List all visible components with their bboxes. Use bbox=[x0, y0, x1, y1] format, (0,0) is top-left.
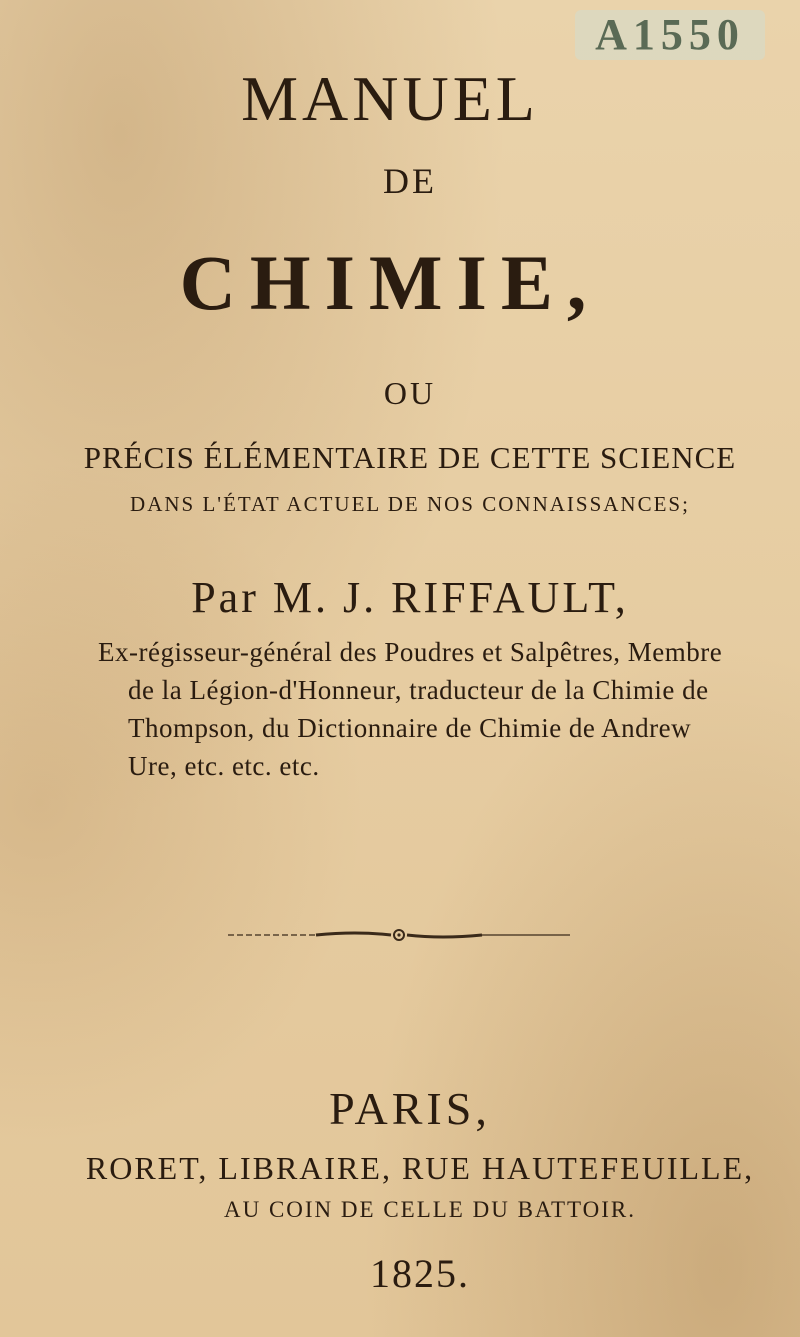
publisher: RORET, LIBRAIRE, RUE HAUTEFEUILLE, bbox=[85, 1150, 755, 1186]
author-line: Par M. J. RIFFAULT, bbox=[191, 573, 629, 622]
year: 1825. bbox=[370, 1251, 470, 1296]
library-stamp: A1550 bbox=[575, 10, 765, 60]
title-de: DE bbox=[383, 161, 437, 201]
title-ou: OU bbox=[383, 375, 437, 411]
subtitle: PRÉCIS ÉLÉMENTAIRE DE CETTE SCIENCE bbox=[83, 440, 737, 475]
ornamental-divider bbox=[226, 925, 572, 945]
author-description bbox=[98, 633, 723, 785]
subtitle-2: DANS L'ÉTAT ACTUEL DE NOS CONNAISSANCES; bbox=[130, 492, 690, 516]
author-desc-line: Ure, etc. etc. etc. bbox=[128, 751, 320, 781]
place: PARIS, bbox=[329, 1083, 491, 1134]
author-desc-line: Ex-régisseur-général des Poudres et Salpêtres, Membre bbox=[98, 637, 723, 667]
author-desc-line: de la Légion-d'Honneur, traducteur de la Chimie de bbox=[128, 675, 709, 705]
publisher-address: AU COIN DE CELLE DU BATTOIR. bbox=[223, 1197, 637, 1222]
title-subject: CHIMIE, bbox=[179, 239, 601, 326]
title-main: MANUEL bbox=[241, 63, 539, 134]
author-desc-line: Thompson, du Dictionnaire de Chimie de Andrew bbox=[128, 713, 692, 743]
